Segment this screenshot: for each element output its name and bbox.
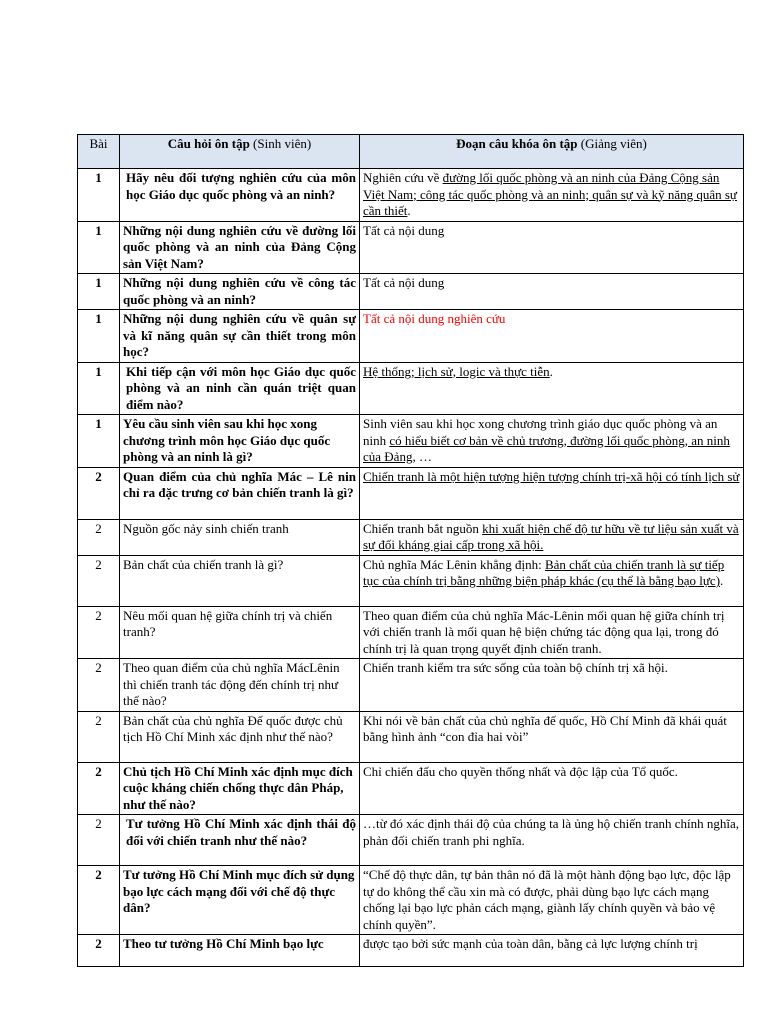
question-cell: Khi tiếp cận với môn học Giáo dục quốc phòng và an ninh cần quán triệt quan điểm nào? bbox=[120, 362, 360, 415]
header-question-bold: Câu hỏi ôn tập bbox=[167, 136, 250, 151]
header-answer-bold: Đoạn câu khóa ôn tập bbox=[456, 136, 578, 151]
answer-cell: được tạo bởi sức mạnh của toàn dân, bằng cả lực lượng chính trị bbox=[360, 935, 744, 967]
answer-key-phrase: đường lối quốc phòng và an ninh của Đảng Cộng sản Việt Nam; công tác quốc phòng và an ninh; quân sự và kỹ năng quân sự cần thiết bbox=[363, 170, 737, 218]
question-cell: Yêu cầu sinh viên sau khi học xong chương trình môn học Giáo dục quốc phòng và an ninh là gì? bbox=[120, 415, 360, 468]
answer-text: . bbox=[720, 573, 724, 588]
lesson-number: 2 bbox=[78, 866, 120, 935]
lesson-number: 2 bbox=[78, 659, 120, 712]
answer-cell: …từ đó xác định thái độ của chúng ta là ủng hộ chiến tranh chính nghĩa, phản đối chiến tranh phi nghĩa. bbox=[360, 815, 744, 866]
header-answer-rest: (Giảng viên) bbox=[577, 136, 647, 151]
table-row bbox=[78, 815, 744, 866]
answer-cell bbox=[360, 415, 744, 468]
question-cell: Tư tưởng Hồ Chí Minh mục đích sử dụng bạo lực cách mạng đối với chế độ thực dân? bbox=[120, 866, 360, 935]
answer-cell bbox=[360, 362, 744, 415]
question-cell: Theo tư tưởng Hồ Chí Minh bạo lực bbox=[120, 935, 360, 967]
question-cell: Hãy nêu đối tượng nghiên cứu của môn học Giáo dục quốc phòng và an ninh? bbox=[120, 169, 360, 222]
table-row bbox=[78, 310, 744, 363]
question-cell: Những nội dung nghiên cứu về quân sự và kĩ năng quân sự cần thiết trong môn học? bbox=[120, 310, 360, 363]
question-cell: Quan điểm của chủ nghĩa Mác – Lê nin chỉ ra đặc trưng cơ bản chiến tranh là gì? bbox=[120, 467, 360, 519]
lesson-number: 2 bbox=[78, 935, 120, 967]
answer-cell: Tất cả nội dung bbox=[360, 274, 744, 310]
lesson-number: 1 bbox=[78, 415, 120, 468]
answer-cell: Tất cả nội dung nghiên cứu bbox=[360, 310, 744, 363]
answer-cell: Chỉ chiến đấu cho quyền thống nhất và độc lập của Tổ quốc. bbox=[360, 762, 744, 815]
table-row bbox=[78, 519, 744, 555]
table-header-row bbox=[78, 135, 744, 169]
lesson-number: 1 bbox=[78, 221, 120, 274]
question-cell: Nêu mối quan hệ giữa chính trị và chiến tranh? bbox=[120, 606, 360, 659]
answer-text: Nghiên cứu về bbox=[363, 170, 443, 185]
lesson-number: 2 bbox=[78, 711, 120, 762]
answer-text: Chiến tranh bắt nguồn bbox=[363, 520, 483, 536]
table-row bbox=[78, 659, 744, 712]
answer-cell: “Chế độ thực dân, tự bản thân nó đã là một hành động bạo lực, độc lập tự do không thể cầu xin mà có được, phải dùng bạo lực cách mạng chống lại bạo lực phản cách mạng, giành lấy chính quyền và bảo vệ chính quyền”. bbox=[360, 866, 744, 935]
header-answer bbox=[360, 135, 744, 169]
answer-cell: Chiến tranh kiểm tra sức sống của toàn bộ chính trị xã hội. bbox=[360, 659, 744, 712]
answer-cell bbox=[360, 555, 744, 606]
table-row bbox=[78, 711, 744, 762]
answer-key-phrase: Hệ thống; lịch sử, logic và thực tiễn bbox=[363, 363, 550, 379]
question-cell: Những nội dung nghiên cứu về đường lối quốc phòng và an ninh của Đảng Cộng sản Việt Nam? bbox=[120, 221, 360, 274]
question-cell: Nguồn gốc nảy sinh chiến tranh bbox=[120, 519, 360, 555]
header-question bbox=[120, 135, 360, 169]
table-row bbox=[78, 415, 744, 468]
lesson-number: 2 bbox=[78, 467, 120, 519]
table-row bbox=[78, 866, 744, 935]
question-cell: Theo quan điểm của chủ nghĩa MácLênin thì chiến tranh tác động đến chính trị như thế nào? bbox=[120, 659, 360, 712]
answer-cell: Tất cả nội dung bbox=[360, 221, 744, 274]
answer-key-phrase: Chiến tranh là một hiện tượng hiện tượng chính trị-xã hội có tính lịch sử bbox=[363, 468, 740, 484]
answer-cell bbox=[360, 169, 744, 222]
answer-key-phrase: có hiểu biết cơ bản về chủ trương, đường lối quốc phòng, an ninh của Đảng bbox=[363, 432, 730, 464]
answer-cell bbox=[360, 467, 744, 519]
answer-key-phrase: Bản chất của chiến tranh là sự tiếp tục của chính trị bằng những biện pháp khác (cụ thể là bằng bạo lực) bbox=[363, 556, 725, 588]
answer-text: , … bbox=[412, 449, 432, 464]
question-cell: Bản chất của chủ nghĩa Đế quốc được chủ tịch Hồ Chí Minh xác định như thế nào? bbox=[120, 711, 360, 762]
answer-key-phrase: khi xuất hiện chế độ tư hữu về tư liệu sản xuất và sự đối kháng giai cấp trong xã hội. bbox=[363, 520, 739, 552]
lesson-number: 2 bbox=[78, 815, 120, 866]
table-row bbox=[78, 606, 744, 659]
answer-cell: Khi nói về bản chất của chủ nghĩa đế quốc, Hồ Chí Minh đã khái quát bằng hình ảnh “con đỉa hai vòi” bbox=[360, 711, 744, 762]
header-question-rest: (Sinh viên) bbox=[249, 136, 312, 151]
review-table bbox=[77, 134, 744, 967]
answer-text: . bbox=[549, 363, 553, 379]
answer-text: . bbox=[407, 203, 411, 218]
question-cell: Những nội dung nghiên cứu về công tác quốc phòng và an ninh? bbox=[120, 274, 360, 310]
table-row bbox=[78, 221, 744, 274]
lesson-number: 1 bbox=[78, 169, 120, 222]
answer-text: Chủ nghĩa Mác Lênin khẳng định: bbox=[363, 556, 545, 572]
lesson-number: 2 bbox=[78, 555, 120, 606]
lesson-number: 2 bbox=[78, 606, 120, 659]
table-row bbox=[78, 362, 744, 415]
table-row bbox=[78, 762, 744, 815]
lesson-number: 2 bbox=[78, 519, 120, 555]
lesson-number: 1 bbox=[78, 362, 120, 415]
lesson-number: 2 bbox=[78, 762, 120, 815]
question-cell: Tư tưởng Hồ Chí Minh xác định thái độ đối với chiến tranh như thế nào? bbox=[120, 815, 360, 866]
table-row bbox=[78, 274, 744, 310]
question-cell: Bản chất của chiến tranh là gì? bbox=[120, 555, 360, 606]
table-row bbox=[78, 467, 744, 519]
answer-cell bbox=[360, 519, 744, 555]
header-lesson: Bài bbox=[78, 135, 120, 169]
answer-cell: Theo quan điểm của chủ nghĩa Mác-Lênin mối quan hệ giữa chính trị với chiến tranh là mối quan hệ biện chứng tác động qua lại, trong đó chính trị là quan trọng quyết định chiến tranh. bbox=[360, 606, 744, 659]
table-row bbox=[78, 169, 744, 222]
answer-text: Sinh viên sau khi học xong chương trình giáo dục quốc phòng và an ninh bbox=[363, 416, 718, 448]
lesson-number: 1 bbox=[78, 310, 120, 363]
lesson-number: 1 bbox=[78, 274, 120, 310]
question-cell: Chủ tịch Hồ Chí Minh xác định mục đích cuộc kháng chiến chống thực dân Pháp, như thế nào? bbox=[120, 762, 360, 815]
table-row bbox=[78, 935, 744, 967]
table-row bbox=[78, 555, 744, 606]
